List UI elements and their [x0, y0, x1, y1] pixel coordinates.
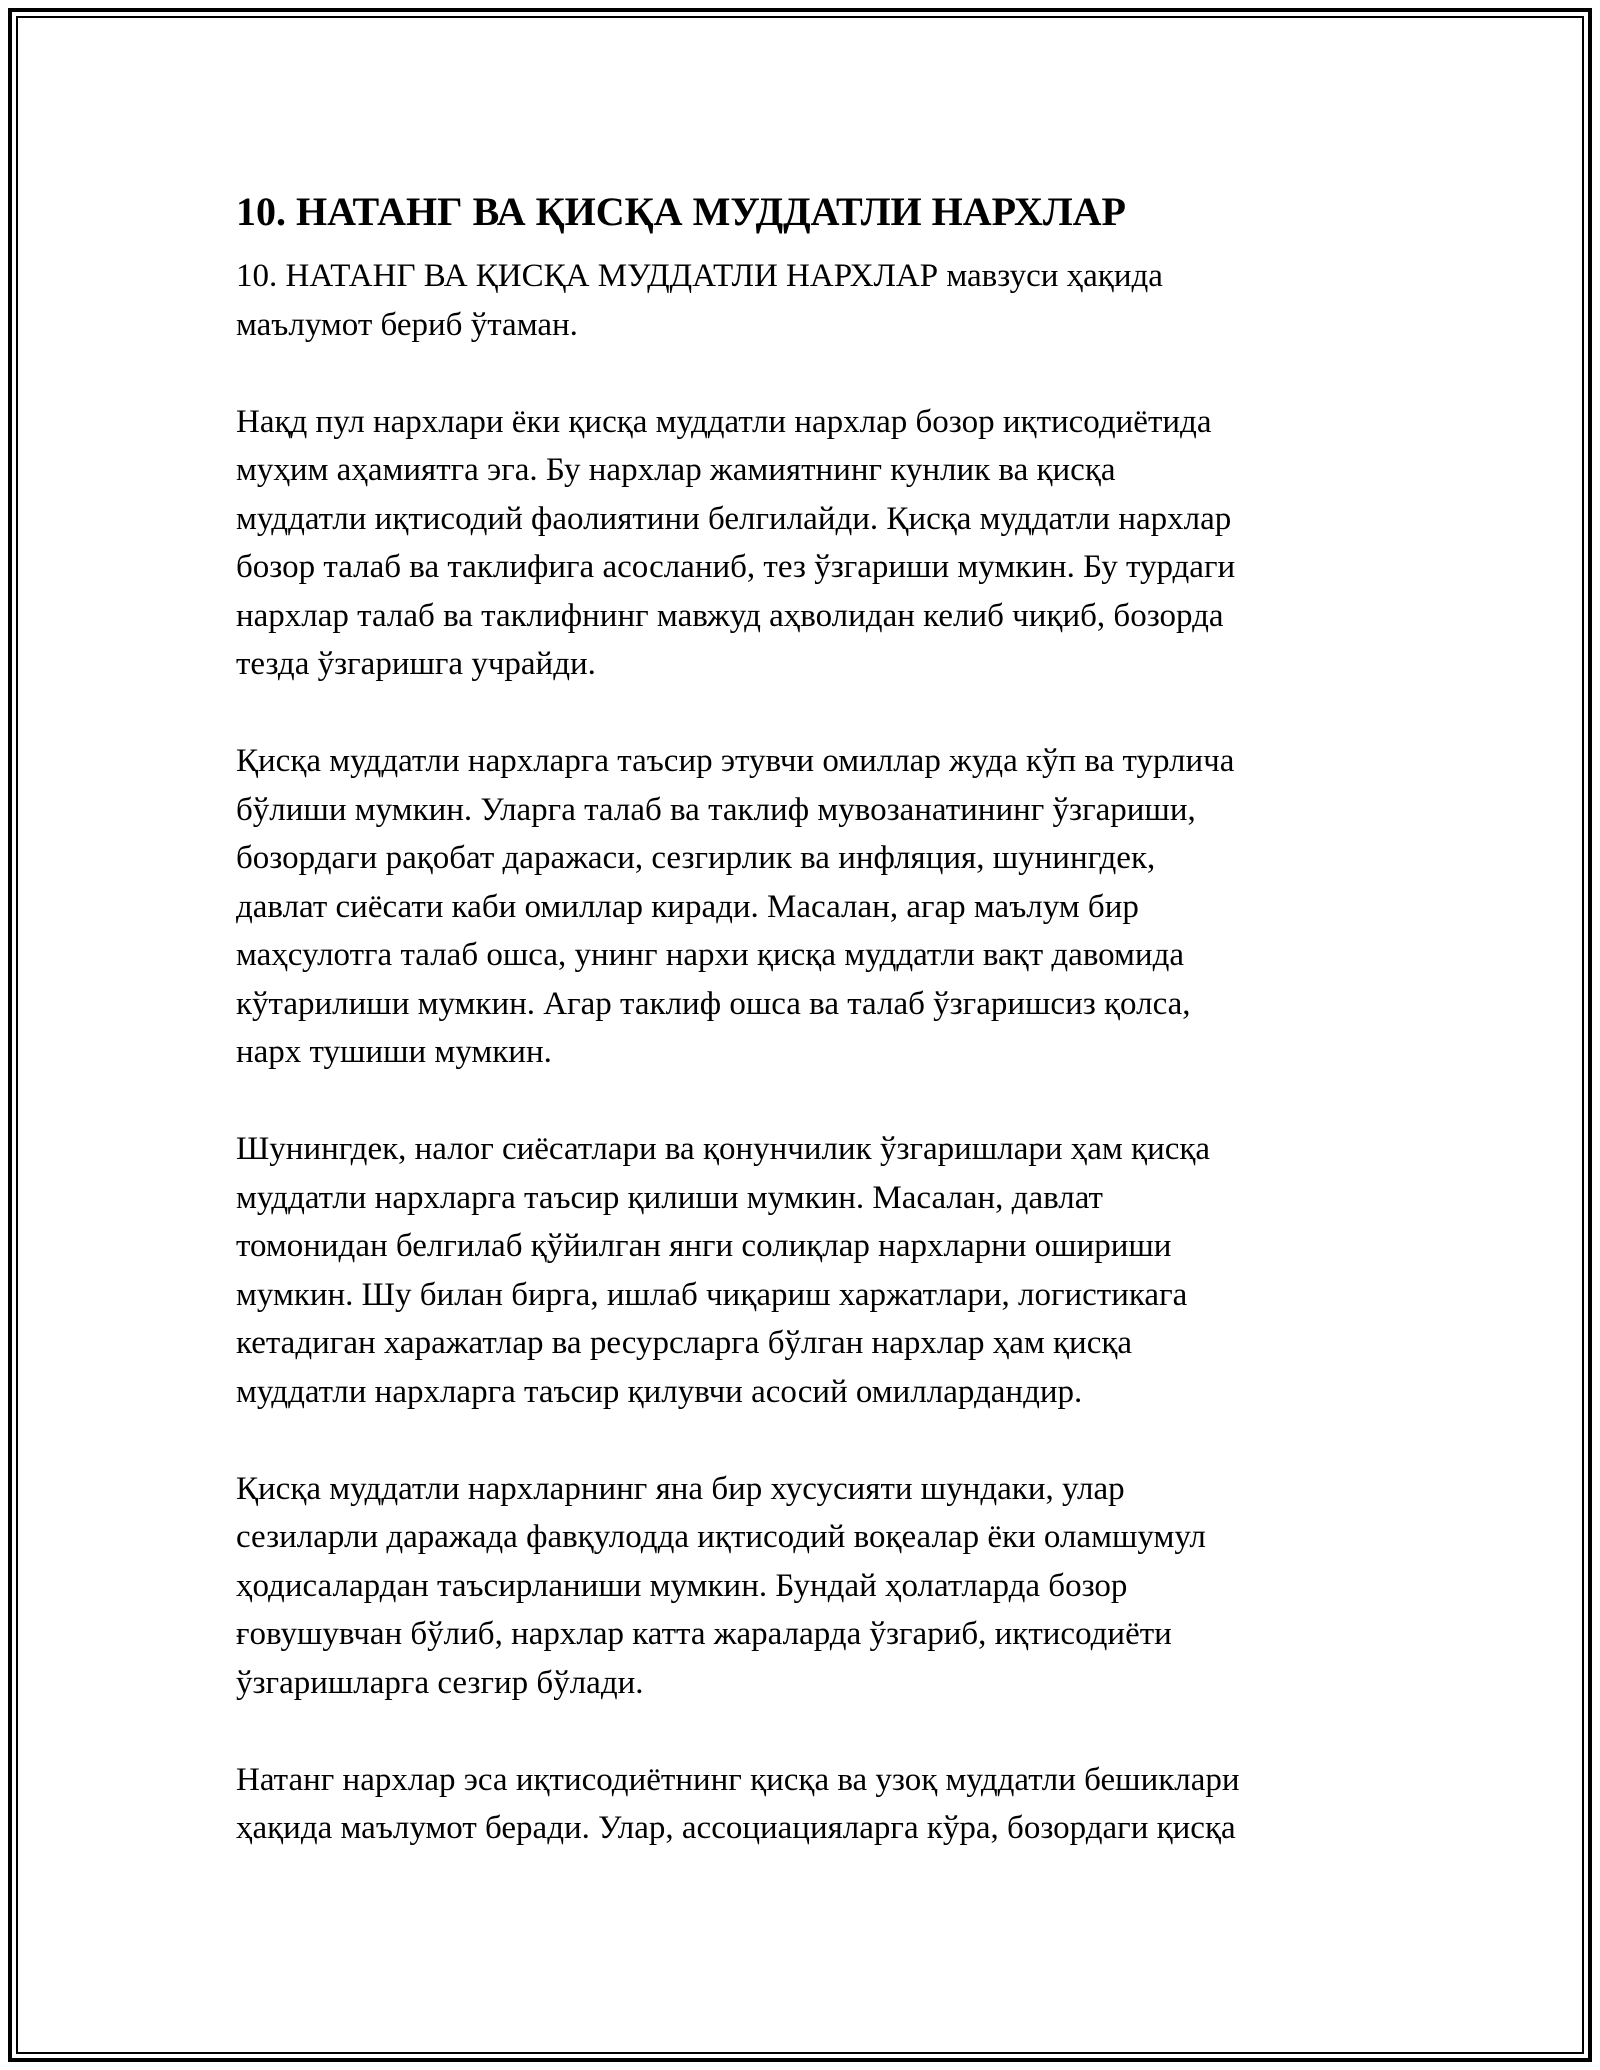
page-title: 10. НАТАНГ ВА ҚИСҚА МУДДАТЛИ НАРХЛАР — [236, 189, 1126, 234]
document-body — [236, 186, 1366, 1853]
paragraph-intro: 10. НАТАНГ ВА ҚИСҚА МУДДАТЛИ НАРХЛАР мавзуси ҳақида маълумот бериб ўтаман. — [236, 258, 1163, 343]
paragraph-conclusion: Натанг нархлар эса иқтисодиётнинг қисқа ва узоқ муддатли бешиклари ҳақида маълумот беради. Улар, ассоциацияларга кўра, бозордаги қисқа — [236, 1761, 1240, 1846]
paragraph-volatility: Қисқа муддатли нархларнинг яна бир хусусияти шундаки, улар сезиларли даражада фавқулодда иқтисодий воқеалар ёки оламшумул ҳодисалардан таъсирланиши мумкин. Бундай ҳолатларда бозор ғовушувчан бўлиб, нархлар катта жараларда ўзгариб, иқтисодиёти ўзгаришларга сезгир бўлади. — [236, 1470, 1206, 1701]
paragraph-tax-policy: Шунингдек, налог сиёсатлари ва қонунчилик ўзгаришлари ҳам қисқа муддатли нархларга таъсир қилиши мумкин. Масалан, давлат томонидан белгилаб қўйилган янги солиқлар нархларни ошириши мумкин. Шу билан бирга, ишлаб чиқариш харжатлари, логистикага кетадиган харажатлар ва ресурсларга бўлган нархлар ҳам қисқа муддатли нархларга таъсир қилувчи асосий омиллардандир. — [236, 1131, 1211, 1410]
paragraph-factors: Қисқа муддатли нархларга таъсир этувчи омиллар жуда кўп ва турлича бўлиши мумкин. Уларга талаб ва таклиф мувозанатининг ўзгариши, бозордаги рақобат даражаси, сезгирлик ва инфляция, шунингдек, давлат сиёсати каби омиллар киради. Масалан, агар маълум бир маҳсулотга талаб ошса, унинг нархи қисқа муддатли вақт давомида кўтарилиши мумкин. Агар таклиф ошса ва талаб ўзгаришсиз қолса, нарх тушиши мумкин. — [236, 743, 1235, 1070]
paragraph-spot-prices: Нақд пул нархлари ёки қисқа муддатли нархлар бозор иқтисодиётида муҳим аҳамиятга эга. Бу нархлар жамиятнинг кунлик ва қисқа муддатли иқтисодий фаолиятини белгилайди. Қисқа муддатли нархлар бозор талаб ва таклифига асосланиб, тез ўзгариши мумкин. Бу турдаги нархлар талаб ва таклифнинг мавжуд аҳволидан келиб чиқиб, бозорда тезда ўзгаришга учрайди. — [236, 403, 1236, 682]
